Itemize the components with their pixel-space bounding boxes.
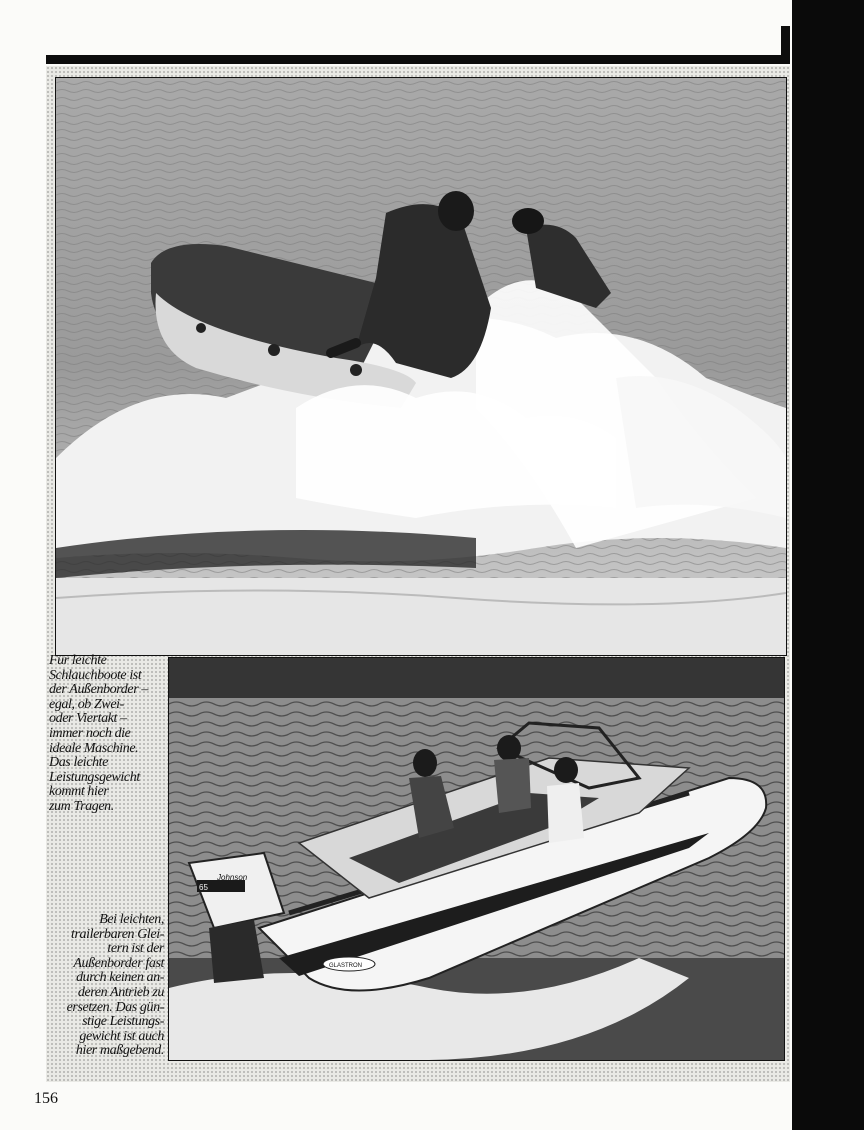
engine-brand-label: Johnson (217, 873, 248, 882)
photo-speedboat (168, 657, 785, 1061)
photo-inflatable-boat (55, 77, 787, 656)
engine-horsepower: 65 (199, 883, 208, 892)
header-rule (46, 55, 790, 64)
speedboat-illustration (169, 658, 784, 1060)
caption-speedboat: Bei leichten, trailerbaren Glei- tern ist der Außenborder fast durch keinen an- deren Antrieb zu ersetzen. Das gün- stige Leistungs- gewicht ist auch hier maßgebend. (66, 912, 164, 1059)
section-marker (781, 26, 790, 58)
scan-edge (792, 0, 864, 1130)
page-number: 156 (34, 1090, 58, 1107)
hull-logo: GLASTRON (329, 963, 363, 969)
inflatable-boat-illustration (56, 78, 786, 655)
caption-inflatable: Für leichte Schlauchboote ist der Außenborder – egal, ob Zwei- oder Viertakt – immer noch die ideale Maschine. Das leichte Leistungsgewicht kommt hier zum Tragen. (49, 653, 148, 814)
